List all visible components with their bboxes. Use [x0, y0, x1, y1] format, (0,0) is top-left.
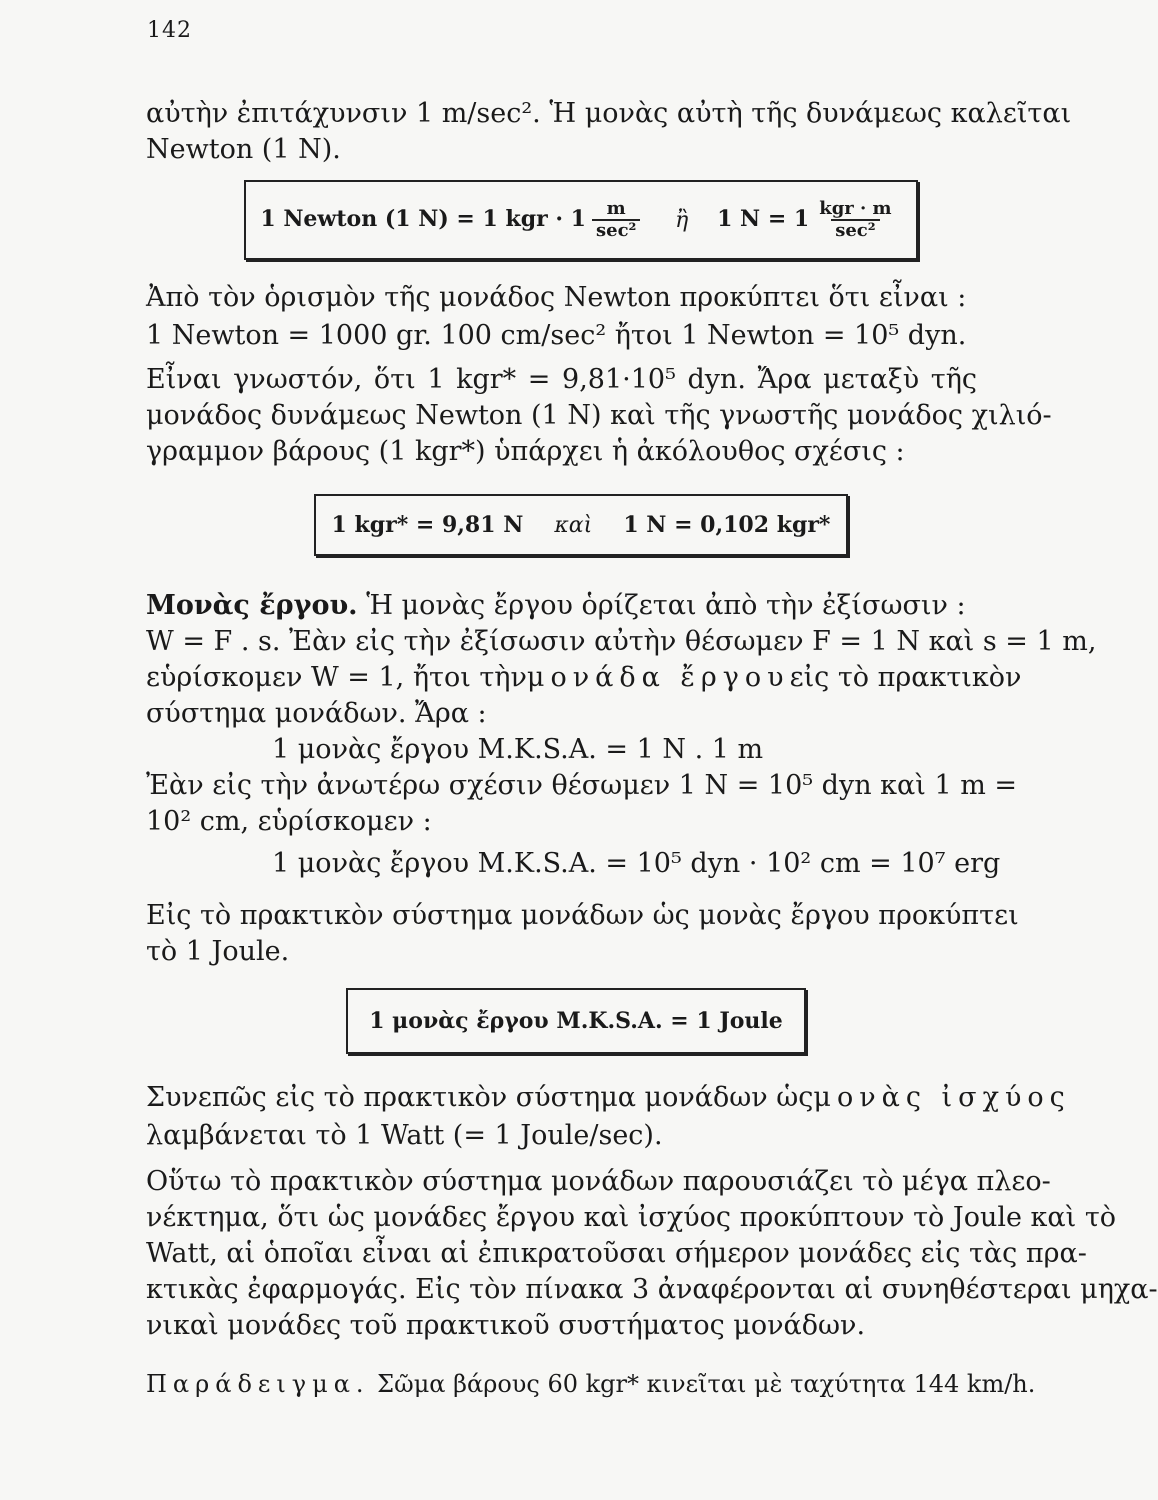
text-line: 10² cm, εὑρίσκομεν : [146, 806, 432, 837]
formula-and: καὶ [554, 512, 593, 538]
equation-line: 1 μονὰς ἔργου M.K.S.A. = 1 N . 1 m [272, 734, 764, 765]
text-line: W = F . s. Ἐὰν εἰς τὴν ἐξίσωσιν αὐτὴν θέσωμεν F = 1 N καὶ s = 1 m, [146, 626, 1097, 657]
text-line: Ἐὰν εἰς τὴν ἀνωτέρω σχέσιν θέσωμεν 1 N = 10⁵ dyn καὶ 1 m = [146, 770, 1018, 801]
text-line: Εἰς τὸ πρακτικὸν σύστημα μονάδων ὡς μονὰς ἔργου προκύπτει [146, 900, 1019, 931]
formula-box-joule [346, 988, 806, 1054]
page-number: 142 [147, 18, 192, 43]
formula-left: 1 Newton (1 N) = 1 kgr · 1 $\frac{m}{\text{sec²}}$ [260, 199, 646, 241]
text-line: σύστημα μονάδων. Ἄρα : [146, 698, 487, 729]
text-line [146, 1366, 1036, 1402]
text-line: τὸ 1 Joule. [146, 936, 290, 967]
text-line: Ἀπὸ τὸν ὁρισμὸν τῆς μονάδος Newton προκύπτει ὅτι εἶναι : [146, 282, 967, 313]
text-line: λαμβάνεται τὸ 1 Watt (= 1 Joule/sec). [146, 1120, 663, 1151]
text-line: Watt, αἱ ὁποῖαι εἶναι αἱ ἐπικρατοῦσαι σήμερον μονάδες εἰς τὰς πρα- [146, 1238, 1087, 1269]
section-heading: Μονὰς ἔργου. [146, 590, 358, 621]
text-line [146, 1080, 1071, 1116]
formula-text: 1 μονὰς ἔργου M.K.S.A. = 1 Joule [369, 1008, 783, 1034]
text-line: κτικὰς ἐφαρμογάς. Εἰς τὸν πίνακα 3 ἀναφέρονται αἱ συνηθέστεραι μηχα- [146, 1274, 1158, 1305]
equation-line: 1 μονὰς ἔργου M.K.S.A. = 10⁵ dyn · 10² cm = 10⁷ erg [272, 848, 1001, 879]
text-line [146, 588, 977, 624]
text-line: αὐτὴν ἐπιτάχυνσιν 1 m/sec². Ἡ μονὰς αὐτὴ τῆς δυνάμεως καλεῖται [146, 98, 1072, 129]
formula-right: 1 N = 1 $\frac{\text{kgr · m}}{\text{sec²}}$ [717, 199, 902, 241]
formula-box-kgr [314, 494, 848, 556]
text-line: Οὕτω τὸ πρακτικὸν σύστημα μονάδων παρουσιάζει τὸ μέγα πλεο- [146, 1166, 1051, 1197]
formula-left: 1 kgr* = 9,81 N [331, 512, 524, 538]
text-line: μονάδος δυνάμεως Newton (1 N) καὶ τῆς γνωστῆς μονάδος χιλιό- [146, 400, 1052, 431]
text-line [146, 660, 1022, 696]
spaced-term: μονὰς ἰσχύος [813, 1082, 1071, 1113]
formula-right: 1 N = 0,102 kgr* [623, 512, 831, 538]
text-line: νέκτημα, ὅτι ὡς μονάδες ἔργου καὶ ἰσχύος προκύπτουν τὸ Joule καὶ τὸ [146, 1202, 1117, 1233]
text-line: νικαὶ μονάδες τοῦ πρακτικοῦ συστήματος μονάδων. [146, 1310, 866, 1341]
text-line: γραμμον βάρους (1 kgr*) ὑπάρχει ἡ ἀκόλουθος σχέσις : [146, 436, 905, 467]
text-span: Ἡ μονὰς ἔργου ὁρίζεται ἀπὸ τὴν ἐξίσωσιν : [366, 590, 966, 621]
text-span: Σῶμα βάρους 60 kgr* κινεῖται μὲ ταχύτητα 144 km/h. [377, 1370, 1036, 1398]
text-line: Εἶναι γνωστόν, ὅτι 1 kgr* = 9,81·10⁵ dyn. Ἄρα μεταξὺ τῆς [146, 364, 977, 395]
text-span: Συνεπῶς εἰς τὸ πρακτικὸν σύστημα μονάδων ὡς [146, 1082, 814, 1113]
fraction: $\frac{\text{kgr · m}}{\text{sec²}}$ [819, 198, 892, 241]
text-line: 1 Newton = 1000 gr. 100 cm/sec² ἤτοι 1 Newton = 10⁵ dyn. [146, 320, 967, 351]
spaced-term: μονάδα ἔργου [526, 662, 790, 693]
fraction: $\frac{m}{\text{sec²}}$ [592, 199, 640, 241]
formula-box-newton [244, 180, 918, 260]
text-span: εἰς τὸ πρακτικὸν [789, 662, 1022, 693]
text-line: Newton (1 N). [146, 134, 341, 165]
text-span: εὑρίσκομεν W = 1, ἤτοι τὴν [146, 662, 527, 693]
formula-or: ἢ [675, 207, 689, 233]
example-label: Παράδειγμα. [146, 1370, 370, 1398]
